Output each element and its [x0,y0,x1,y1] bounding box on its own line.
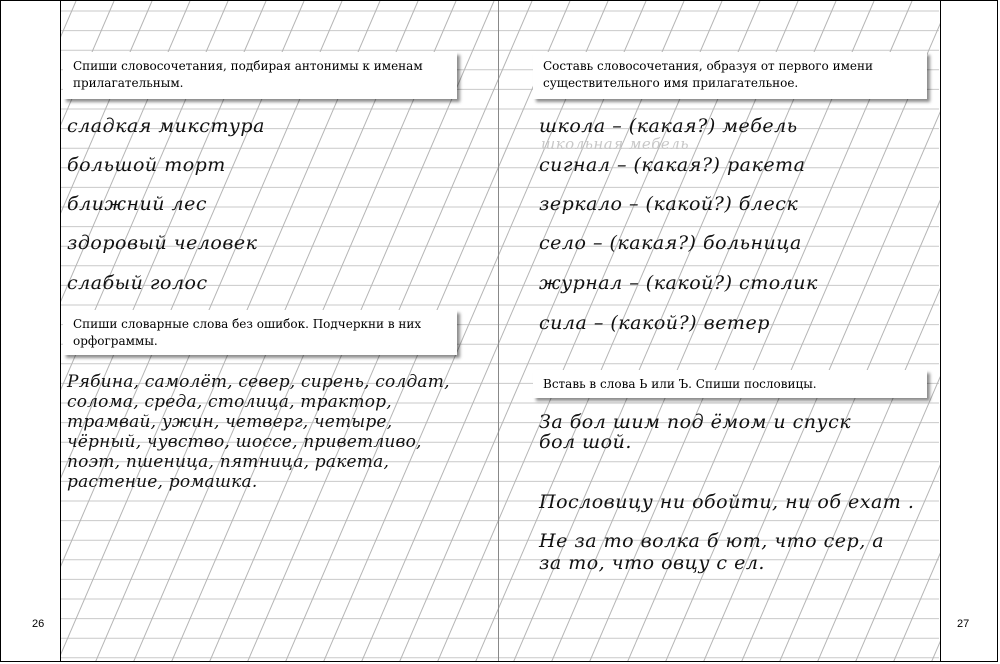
task2-instruction-box: Спиши словарные слова без ошибок. Подчеркни в них орфограммы. [63,310,457,355]
task2-line: растение, ромашка. [67,472,258,492]
task2-line: солома, среда, столица, трактор, [67,392,392,412]
task3-line: село – (какая?) больница [539,232,802,254]
slant-line [1,1,38,662]
task1-line: слабый голос [67,272,208,294]
task1-line: большой торт [67,154,226,176]
proverb3-line: за то, что овцу с ел. [539,552,765,574]
task2-line: Рябина, самолёт, север, сирень, солдат, [67,372,450,392]
task1-instruction-box: Спиши словосочетания, подбирая антонимы к именам прилагательным. [63,52,457,99]
task3-line: журнал – (какой?) столик [539,272,818,294]
slant-line [855,1,998,662]
task2-line: трамвай, ужин, четверг, четыре, [67,412,393,432]
right-margin-line [940,1,941,661]
proverb1-line: бол шой. [539,431,632,453]
page-number-left: 26 [32,618,45,630]
task3-instruction-box: Составь словосочетания, образуя от первого имени существительного имя прилагательное. [533,52,927,99]
task3-line: сила – (какой?) ветер [539,312,770,334]
page-number-right: 27 [957,618,970,630]
task2-line: поэт, пшеница, пятница, ракета, [67,452,390,472]
task3-line: сигнал – (какая?) ракета [539,154,806,176]
center-fold-line [498,1,499,661]
task1-line: здоровый человек [67,232,258,254]
proverb3-line: Не за то волка б ют, что сер, а [539,530,885,552]
task4-instruction-box: Вставь в слова Ь или Ъ. Спиши пословицы. [533,370,927,398]
task2-line: чёрный, чувство, шоссе, приветливо, [67,432,422,452]
slant-line [931,1,998,662]
left-margin-line [60,1,61,661]
task3-example-ghost: школьная мебель [541,135,690,153]
task3-line: зеркало – (какой?) блеск [539,193,799,215]
proverb2-line: Пословицу ни обойти, ни об ехат . [539,491,915,513]
task3-line: школа – (какая?) мебель [539,115,798,137]
slant-line [969,1,998,662]
task1-line: ближний лес [67,193,208,215]
proverb1-line: За бол шим под ёмом и спуск [539,411,852,433]
task1-line: сладкая микстура [67,115,265,137]
slant-line [779,1,998,662]
slant-line [893,1,998,662]
